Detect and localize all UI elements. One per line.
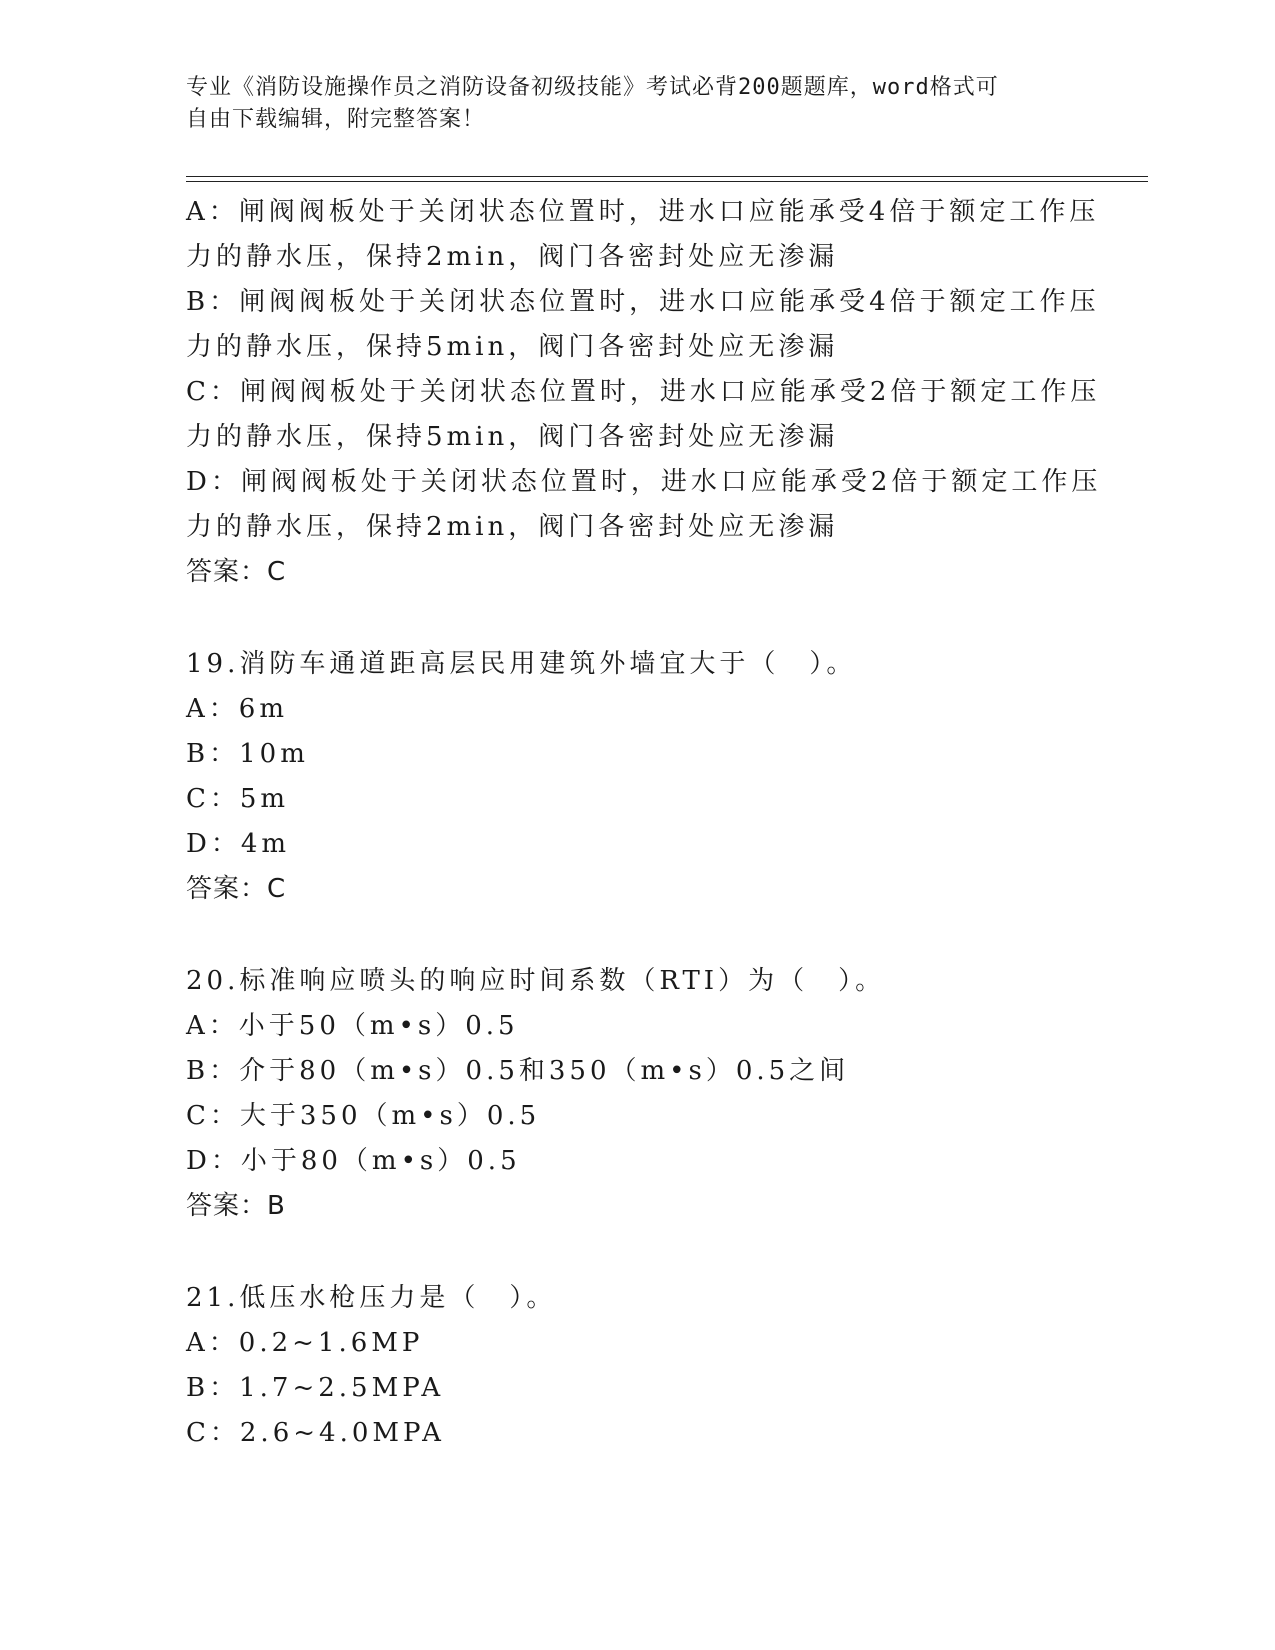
option-c: C：大于350（m•s）0.5 bbox=[186, 1101, 541, 1131]
option-b: B：10m bbox=[186, 739, 309, 769]
question-20 bbox=[186, 959, 1086, 1229]
spacer bbox=[186, 595, 1086, 642]
question-21 bbox=[186, 1276, 1086, 1456]
option-b-line-1: B：闸阀阀板处于关闭状态位置时，进水口应能承受4倍于额定工作压 bbox=[186, 287, 1100, 317]
option-c-line-1: C：闸阀阀板处于关闭状态位置时，进水口应能承受2倍于额定工作压 bbox=[186, 377, 1101, 407]
spacer bbox=[186, 912, 1086, 959]
option-d: D：4m bbox=[186, 829, 291, 859]
header-divider-bottom bbox=[186, 181, 1148, 182]
option-a-line-1: A：闸阀阀板处于关闭状态位置时，进水口应能承受4倍于额定工作压 bbox=[186, 197, 1100, 227]
question-text: 20.标准响应喷头的响应时间系数（RTI）为（ ）。 bbox=[186, 966, 886, 996]
header-line-1: 专业《消防设施操作员之消防设备初级技能》考试必背200题题库，word格式可 bbox=[186, 75, 999, 100]
option-b: B：介于80（m•s）0.5和350（m•s）0.5之间 bbox=[186, 1056, 850, 1086]
header-line-2: 自由下载编辑，附完整答案！ bbox=[186, 107, 486, 132]
question-content bbox=[186, 190, 1102, 1456]
question-19 bbox=[186, 642, 1086, 912]
option-a: A：小于50（m•s）0.5 bbox=[186, 1011, 519, 1041]
option-a: A：6m bbox=[186, 694, 288, 724]
option-b: B：1.7~2.5MPA bbox=[186, 1373, 445, 1403]
answer: 答案：C bbox=[186, 874, 287, 904]
option-d-line-2: 力的静水压，保持2min，阀门各密封处应无渗漏 bbox=[186, 512, 839, 542]
option-c: C：2.6~4.0MPA bbox=[186, 1418, 445, 1448]
option-d-line-1: D：闸阀阀板处于关闭状态位置时，进水口应能承受2倍于额定工作压 bbox=[186, 467, 1102, 497]
question-text: 21.低压水枪压力是（ ）。 bbox=[186, 1283, 557, 1313]
option-a-line-2: 力的静水压，保持2min，阀门各密封处应无渗漏 bbox=[186, 242, 839, 272]
spacer bbox=[186, 1229, 1086, 1276]
option-c-line-2: 力的静水压，保持5min，阀门各密封处应无渗漏 bbox=[186, 422, 839, 452]
header-divider-top bbox=[186, 176, 1148, 177]
option-c: C：5m bbox=[186, 784, 290, 814]
question-18 bbox=[186, 190, 1102, 595]
option-d: D：小于80（m•s）0.5 bbox=[186, 1146, 521, 1176]
option-b-line-2: 力的静水压，保持5min，阀门各密封处应无渗漏 bbox=[186, 332, 839, 362]
question-text: 19.消防车通道距高层民用建筑外墙宜大于（ ）。 bbox=[186, 649, 857, 679]
option-a: A：0.2~1.6MP bbox=[186, 1328, 424, 1358]
answer: 答案：B bbox=[186, 1191, 286, 1221]
document-header bbox=[186, 72, 1066, 136]
answer: 答案：C bbox=[186, 557, 287, 587]
